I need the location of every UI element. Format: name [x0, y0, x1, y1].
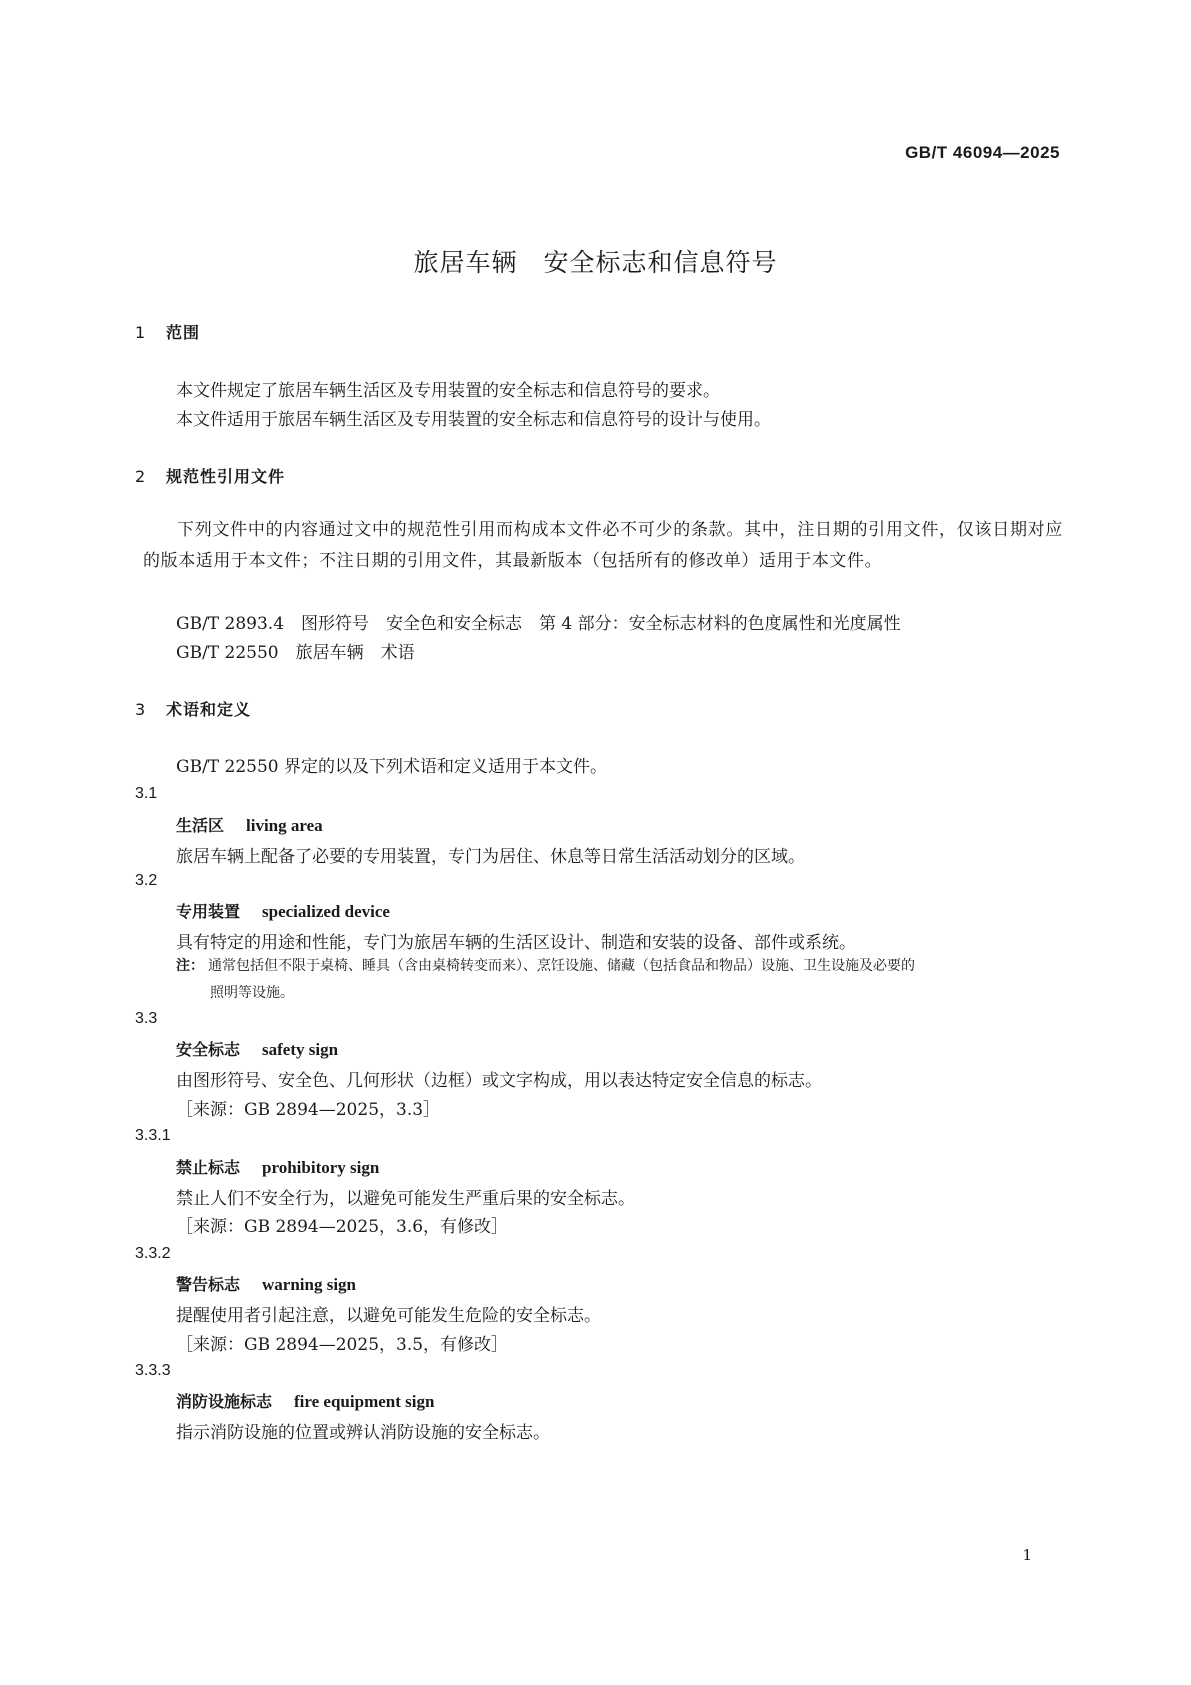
- term-number: 3.3.3: [135, 1362, 171, 1379]
- term-definition: 由图形符号、安全色、几何形状（边框）或文字构成，用以表达特定安全信息的标志。: [176, 1071, 822, 1091]
- term-zh: 生活区: [176, 816, 225, 835]
- reference-item: GB/T 2893.4 图形符号 安全色和安全标志 第 4 部分：安全标志材料的色度属性和光度属性: [176, 614, 901, 634]
- paragraph: 本文件适用于旅居车辆生活区及专用装置的安全标志和信息符号的设计与使用。: [176, 410, 771, 430]
- section-heading-references: [135, 464, 285, 487]
- note: [176, 953, 1065, 1007]
- page-number: 1: [1022, 1546, 1032, 1564]
- term-number: 3.3.1: [135, 1127, 171, 1144]
- term-source: ［来源：GB 2894—2025，3.6，有修改］: [176, 1217, 509, 1237]
- term-zh: 安全标志: [176, 1040, 241, 1059]
- paragraph: GB/T 22550 界定的以及下列术语和定义适用于本文件。: [176, 757, 608, 777]
- term-en: specialized device: [262, 902, 390, 921]
- term-definition: 提醒使用者引起注意，以避免可能发生危险的安全标志。: [176, 1306, 601, 1326]
- term-source: ［来源：GB 2894—2025，3.3］: [176, 1100, 441, 1120]
- note-text: 照明等设施。: [210, 985, 294, 1001]
- term-number: 3.1: [135, 785, 158, 802]
- term-definition: 指示消防设施的位置或辨认消防设施的安全标志。: [176, 1423, 550, 1443]
- section-heading-scope: [135, 320, 200, 343]
- term-title: [176, 1389, 434, 1412]
- term-zh: 消防设施标志: [176, 1392, 273, 1411]
- paragraph: 本文件规定了旅居车辆生活区及专用装置的安全标志和信息符号的要求。: [176, 381, 720, 401]
- term-title: [176, 813, 323, 836]
- term-en: fire equipment sign: [294, 1392, 435, 1411]
- term-number: 3.3: [135, 1010, 158, 1027]
- term-title: [176, 899, 390, 922]
- section-title: 术语和定义: [166, 700, 252, 719]
- section-number: 2: [135, 467, 147, 486]
- term-number: 3.3.2: [135, 1245, 171, 1262]
- section-number: 1: [135, 323, 147, 342]
- term-definition: 旅居车辆上配备了必要的专用装置，专门为居住、休息等日常生活活动划分的区域。: [176, 847, 805, 867]
- standard-number: GB/T 46094—2025: [905, 143, 1060, 162]
- term-title: [176, 1155, 379, 1178]
- section-title: 规范性引用文件: [166, 467, 286, 486]
- note-label: 注：: [176, 958, 204, 974]
- term-definition: 具有特定的用途和性能，专门为旅居车辆的生活区设计、制造和安装的设备、部件或系统。: [176, 933, 856, 953]
- term-title: [176, 1037, 338, 1060]
- paragraph: 下列文件中的内容通过文中的规范性引用而构成本文件必不可少的条款。其中，注日期的引用文件，仅该日期对应的版本适用于本文件；不注日期的引用文件，其最新版本（包括所有的修改单）适用于本文件。: [143, 520, 1063, 571]
- term-zh: 专用装置: [176, 902, 241, 921]
- term-en: prohibitory sign: [262, 1158, 380, 1177]
- reference-item: GB/T 22550 旅居车辆 术语: [176, 643, 415, 663]
- section-heading-terms: [135, 697, 251, 720]
- term-zh: 禁止标志: [176, 1158, 241, 1177]
- term-en: safety sign: [262, 1040, 339, 1059]
- section-title: 范围: [166, 323, 201, 342]
- document-title: 旅居车辆 安全标志和信息符号: [413, 248, 778, 277]
- term-zh: 警告标志: [176, 1275, 241, 1294]
- term-en: warning sign: [262, 1275, 357, 1294]
- term-source: ［来源：GB 2894—2025，3.5，有修改］: [176, 1335, 509, 1355]
- term-en: living area: [246, 816, 323, 835]
- term-title: [176, 1272, 356, 1295]
- term-number: 3.2: [135, 872, 158, 889]
- term-definition: 禁止人们不安全行为，以避免可能发生严重后果的安全标志。: [176, 1189, 635, 1209]
- section-number: 3: [135, 700, 147, 719]
- note-text: 通常包括但不限于桌椅、睡具（含由桌椅转变而来）、烹饪设施、储藏（包括食品和物品）设施、卫生设施及必要的: [208, 958, 915, 974]
